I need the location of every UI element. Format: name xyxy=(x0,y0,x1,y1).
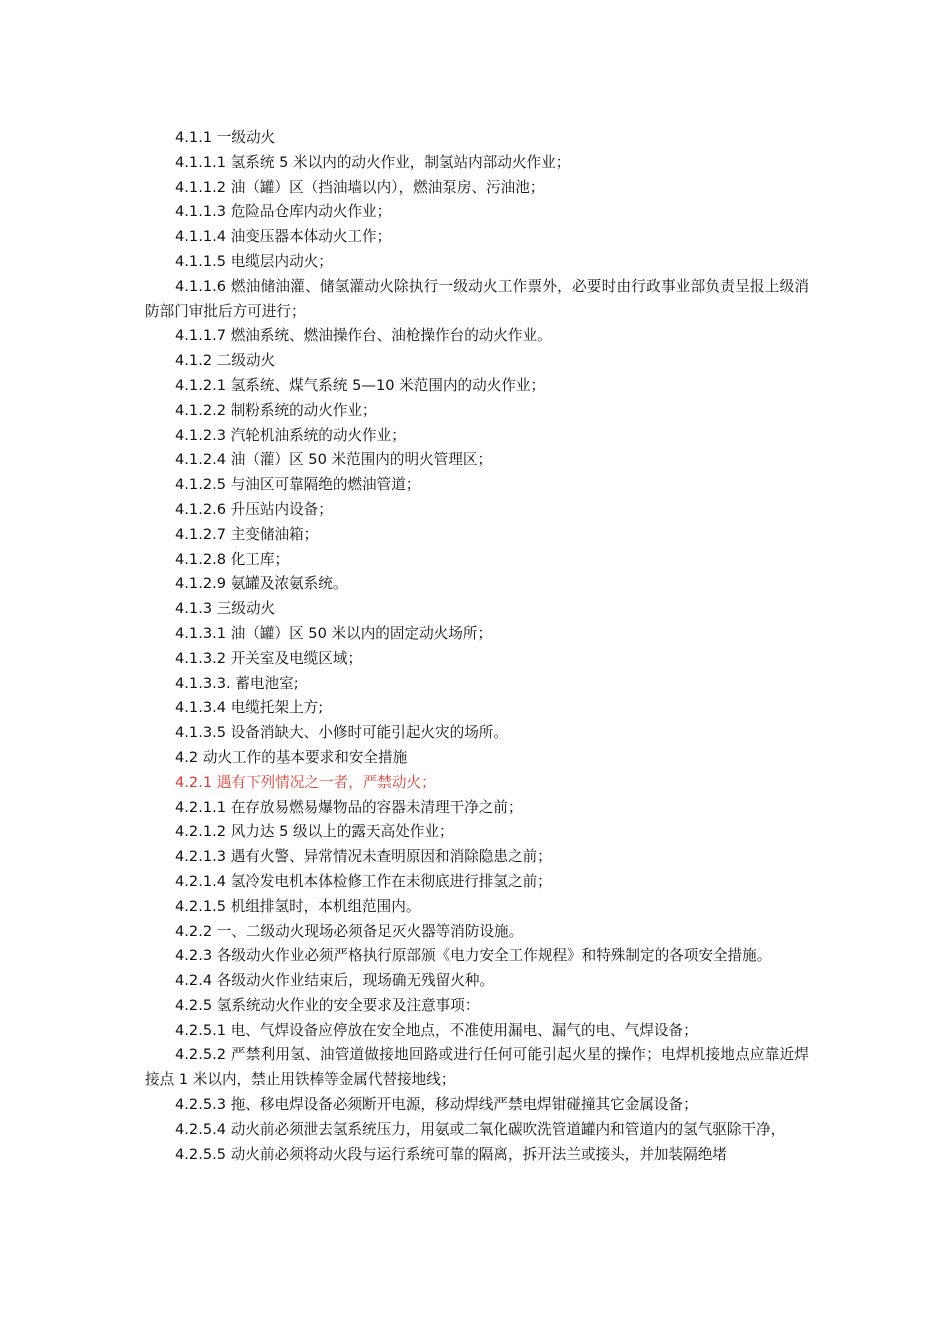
paragraph: 4.2.2 一、二级动火现场必须备足灭火器等消防设施。 xyxy=(175,922,524,940)
paragraph: 4.1.2.7 主变储油箱； xyxy=(175,525,319,543)
paragraph: 4.1.3.4 电缆托架上方; xyxy=(175,699,324,717)
paragraph: 4.2.1.2 风力达 5 级以上的露天高处作业； xyxy=(175,823,454,841)
paragraph: 4.1.3.2 开关室及电缆区域； xyxy=(175,649,363,667)
paragraph: 4.1.2.2 制粉系统的动火作业； xyxy=(175,401,377,419)
paragraph: 4.1.3.5 设备消缺大、小修时可能引起火灾的场所。 xyxy=(175,724,508,742)
paragraph: 4.2 动火工作的基本要求和安全措施 xyxy=(175,748,408,766)
paragraph: 4.2.5.1 电、气焊设备应停放在安全地点，不准使用漏电、漏气的电、气焊设备； xyxy=(175,1021,698,1039)
paragraph: 4.1.2.9 氨罐及浓氨系统。 xyxy=(175,575,348,593)
paragraph: 4.1.1.1 氢系统 5 米以内的动火作业，制氢站内部动火作业； xyxy=(175,153,571,171)
paragraph: 4.1.1.4 油变压器本体动火工作； xyxy=(175,228,392,246)
paragraph: 4.1.1.6 燃油储油灌、储氢灌动火除执行一级动火工作票外，必要时由行政事业部负责呈报上级消防部门审批后方可进行； xyxy=(145,277,809,320)
paragraph: 4.1.2.4 油（灌）区 50 米范围内的明火管理区； xyxy=(175,451,493,469)
paragraph: 4.2.1.5 机组排氢时，本机组范围内。 xyxy=(175,897,421,915)
paragraph: 4.1.2.6 升压站内设备； xyxy=(175,500,333,518)
paragraph: 4.2.5.2 严禁利用氢、油管道做接地回路或进行任何可能引起火星的操作；电焊机接地点应靠近焊接点 1 米以内，禁止用铁棒等金属代替接地线； xyxy=(145,1046,809,1089)
paragraph: 4.2.5.5 动火前必须将动火段与运行系统可靠的隔离，拆开法兰或接头，并加装隔绝堵 xyxy=(175,1145,727,1163)
paragraph: 4.1.3.3. 蓄电池室; xyxy=(175,674,299,692)
paragraph: 4.2.5 氢系统动火作业的安全要求及注意事项： xyxy=(175,996,480,1014)
paragraph: 4.2.4 各级动火作业结束后，现场确无残留火种。 xyxy=(175,972,495,990)
paragraph: 4.1.1.5 电缆层内动火； xyxy=(175,252,333,270)
paragraph: 4.1.3.1 油（罐）区 50 米以内的固定动火场所； xyxy=(175,624,493,642)
paragraph: 4.2.3 各级动火作业必须严格执行原部颁《电力安全工作规程》和特殊制定的各项安全措施。 xyxy=(175,947,772,965)
paragraph: 4.1.3 三级动火 xyxy=(175,600,276,618)
paragraph: 4.2.1.1 在存放易燃易爆物品的容器未清理干净之前； xyxy=(175,798,523,816)
paragraph: 4.2.1.4 氢冷发电机本体检修工作在未彻底进行排氢之前； xyxy=(175,872,552,890)
paragraph: 4.1.2.8 化工库； xyxy=(175,550,290,568)
paragraph: 4.1.1.2 油（罐）区（挡油墙以内），燃油泵房、污油池； xyxy=(175,178,545,196)
highlighted-paragraph: 4.2.1 遇有下列情况之一者，严禁动火； xyxy=(175,773,436,791)
paragraph: 4.1.2.5 与油区可靠隔绝的燃油管道； xyxy=(175,476,421,494)
paragraph: 4.1.1 一级动火 xyxy=(175,129,276,146)
paragraph: 4.2.5.3 拖、移电焊设备必须断开电源，移动焊线严禁电焊钳碰撞其它金属设备； xyxy=(175,1096,698,1114)
paragraph: 4.2.5.4 动火前必须泄去氢系统压力，用氨或二氧化碳吹洗管道罐内和管道内的氢气驱除干净， xyxy=(175,1120,786,1138)
paragraph: 4.1.2.3 汽轮机油系统的动火作业； xyxy=(175,426,406,444)
document-body xyxy=(145,126,809,1167)
paragraph: 4.1.2 二级动火 xyxy=(175,352,276,370)
paragraph: 4.1.2.1 氢系统、煤气系统 5—10 米范围内的动火作业； xyxy=(175,376,546,394)
paragraph: 4.1.1.3 危险品仓库内动火作业； xyxy=(175,203,392,221)
paragraph: 4.1.1.7 燃油系统、燃油操作台、油枪操作台的动火作业。 xyxy=(175,327,552,345)
paragraph: 4.2.1.3 遇有火警、异常情况未查明原因和消除隐患之前； xyxy=(175,848,552,866)
